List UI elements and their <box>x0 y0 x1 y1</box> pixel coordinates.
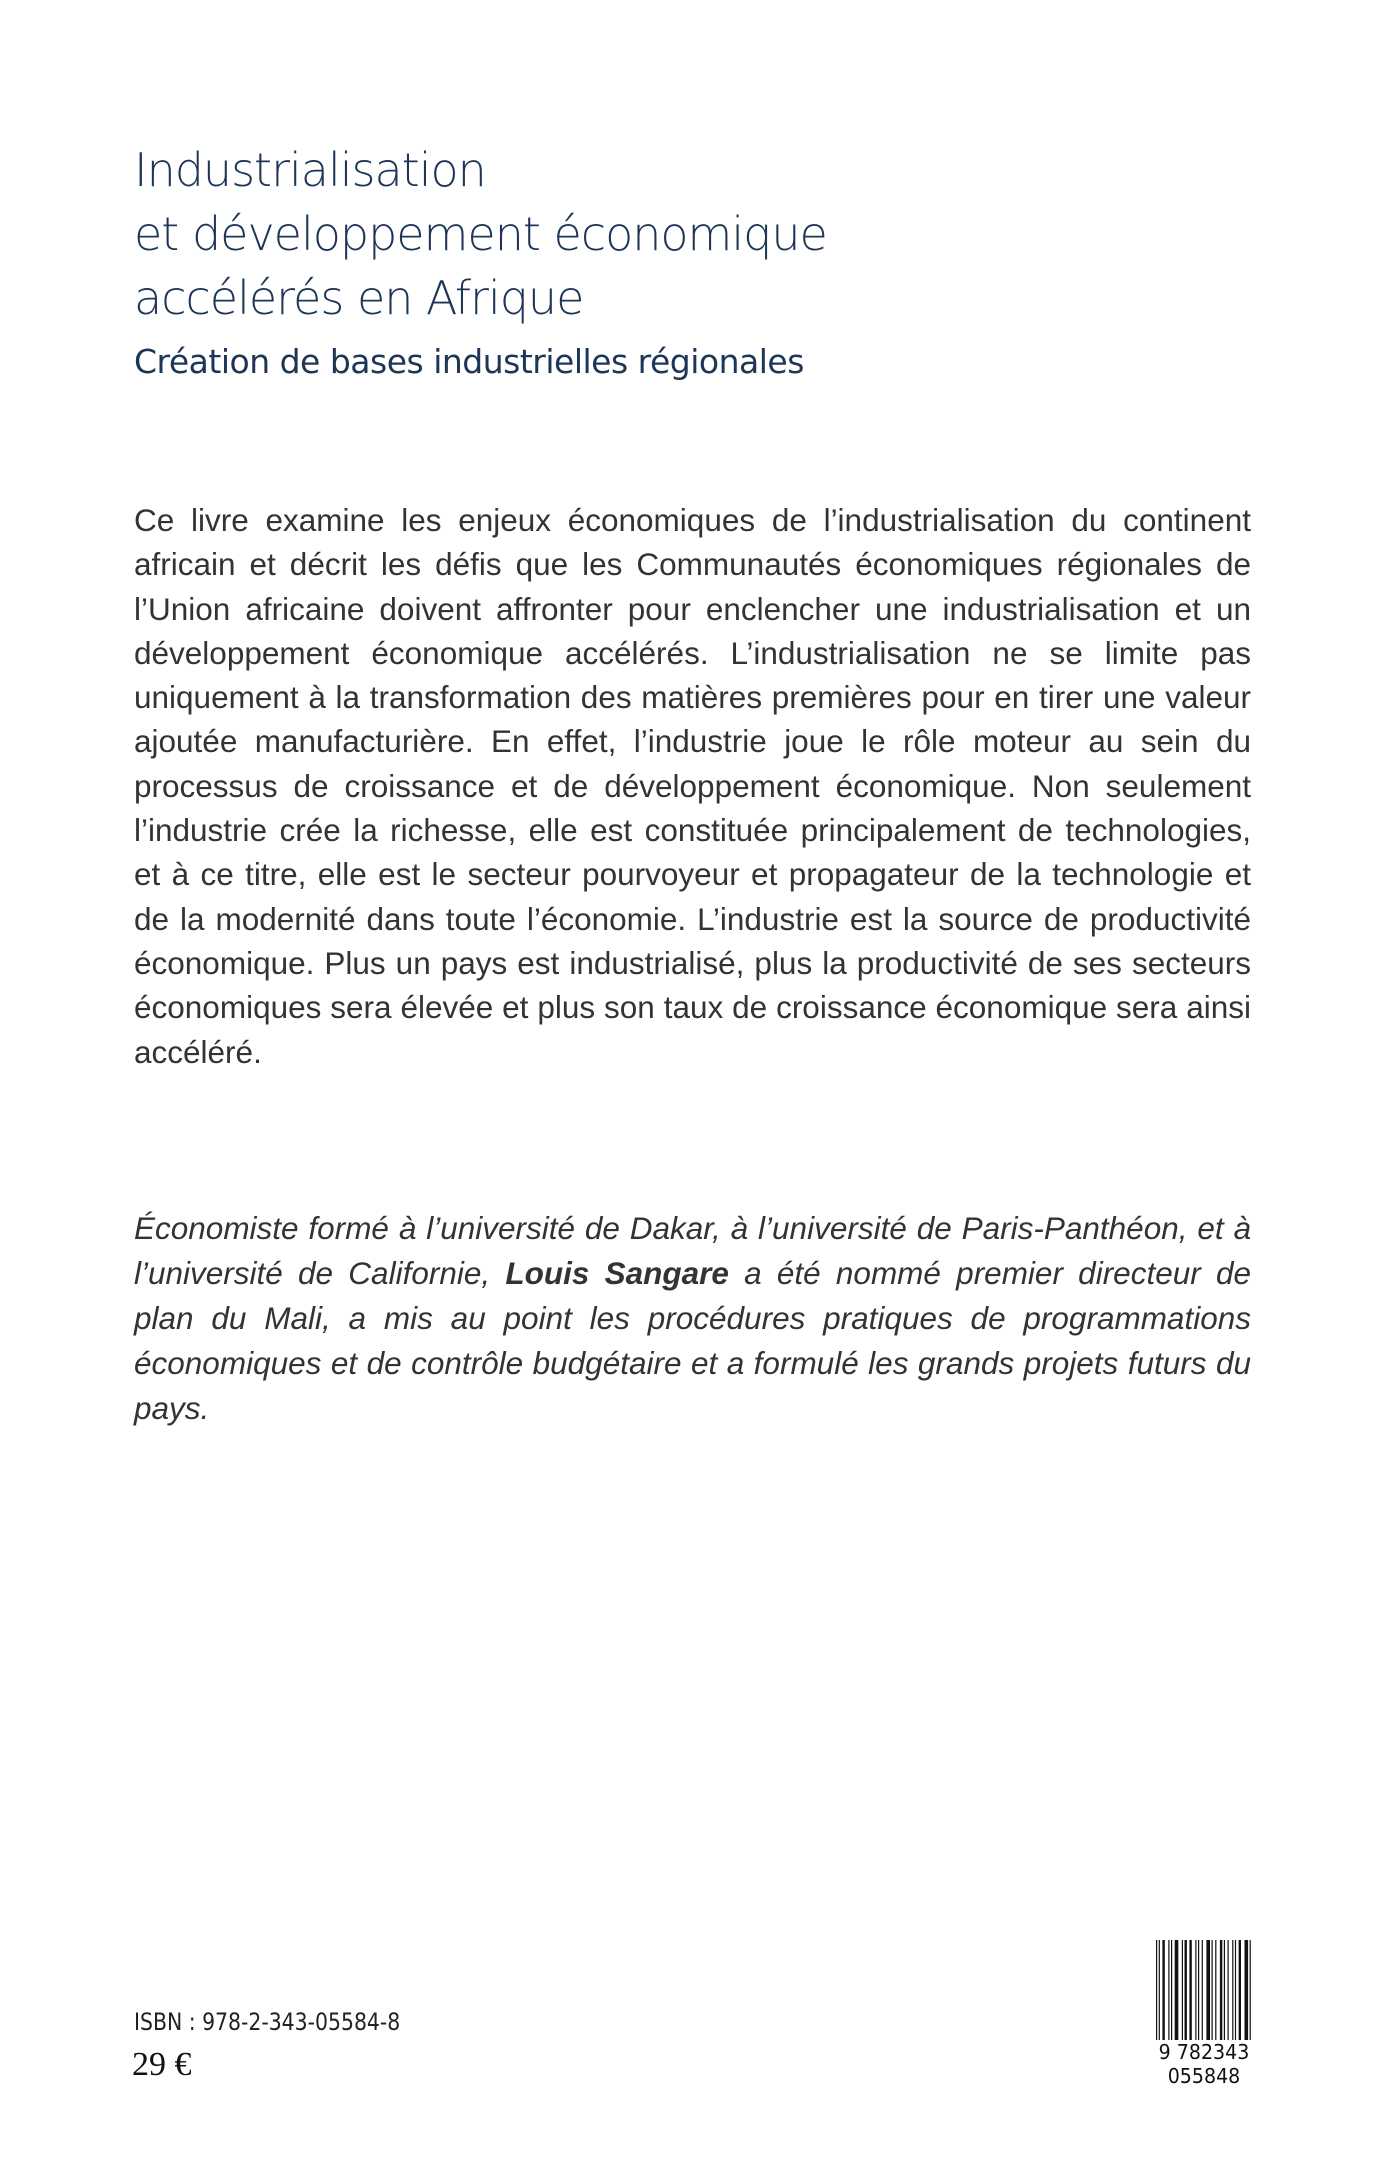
author-bio-rest: a été nommé premier directeur de plan du Mali, a mis au point les procédures pratiques de programmations économiques et de contrôle budgétaire et a formulé les grands projets futurs du pays. <box>134 1255 1251 1426</box>
title-line: et développement économique <box>134 207 827 261</box>
title-line: Industrialisation <box>134 143 486 197</box>
author-name: Louis Sangare <box>505 1255 729 1291</box>
summary-paragraph: Ce livre examine les enjeux économiques de l’industrialisation du continent africain et décrit les défis que les Communautés économiques régionales de l’Union africaine doivent affronter pour enclencher une industrialisation et un développement économique accélérés. L’industrialisation ne se limite pas uniquement à la transformation des matières premières pour en tirer une valeur ajoutée manufacturière. En effet, l’industrie joue le rôle moteur au sein du processus de croissance et de développement économique. Non seulement l’industrie crée la richesse, elle est constituée principalement de technologies, et à ce titre, elle est le secteur pourvoyeur et propagateur de la technologie et de la modernité dans toute l’économie. L’industrie est la source de productivité économique. Plus un pays est industrialisé, plus la productivité de ses secteurs économiques sera élevée et plus son taux de croissance économique sera ainsi accéléré. <box>134 502 1251 1070</box>
barcode-digits: 9 782343 055848 <box>1151 2040 1257 2088</box>
isbn: ISBN : 978-2-343-05584-8 <box>134 2008 401 2036</box>
author-bio-intro: Économiste formé à l’université de Dakar, à l’université de Paris-Panthéon, et à l’université de Californie, <box>134 1210 1251 1291</box>
barcode <box>1148 1940 1260 2088</box>
book-title <box>134 138 827 330</box>
author-bio <box>134 1206 1251 1431</box>
title-line: accélérés en Afrique <box>134 271 584 325</box>
price: 29 € <box>132 2046 192 2083</box>
book-subtitle: Création de bases industrielles régionales <box>134 342 804 381</box>
